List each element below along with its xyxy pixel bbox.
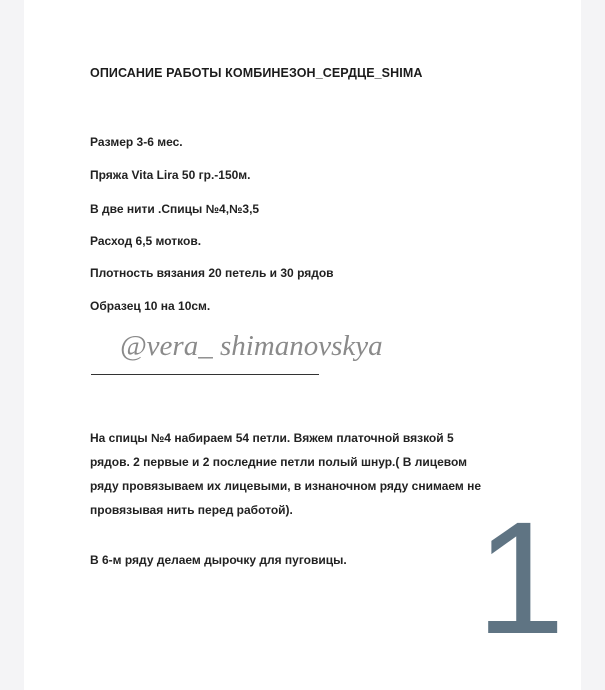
page-number: 1 [476,488,565,667]
spec-gauge: Плотность вязания 20 петель и 30 рядов [90,266,334,280]
spec-needles: В две нити .Спицы №4,№3,5 [90,202,260,216]
spec-yarn: Пряжа Vita Lira 50 гр.-150м. [90,168,251,182]
instruction-paragraph: На спицы №4 набираем 54 петли. Вяжем платочной вязкой 5 рядов. 2 первые и 2 последние петли полый шнур.( В лицевом ряду провязываем их лицевыми, в изнаночном ряду снимаем не провязывая нить перед работой). [90,431,482,517]
document-title: ОПИСАНИЕ РАБОТЫ КОМБИНЕЗОН_СЕРДЦЕ_SHIMA [90,66,423,80]
spec-swatch: Образец 10 на 10см. [90,299,211,313]
author-watermark: @vera_ shimanovskya [120,330,383,362]
spec-size: Размер 3-6 мес. [90,135,183,149]
spec-consumption: Расход 6,5 мотков. [90,234,202,248]
document-page [24,0,581,690]
divider-line [91,374,319,375]
instruction-paragraph-2: В 6-м ряду делаем дырочку для пуговицы. [90,553,347,567]
